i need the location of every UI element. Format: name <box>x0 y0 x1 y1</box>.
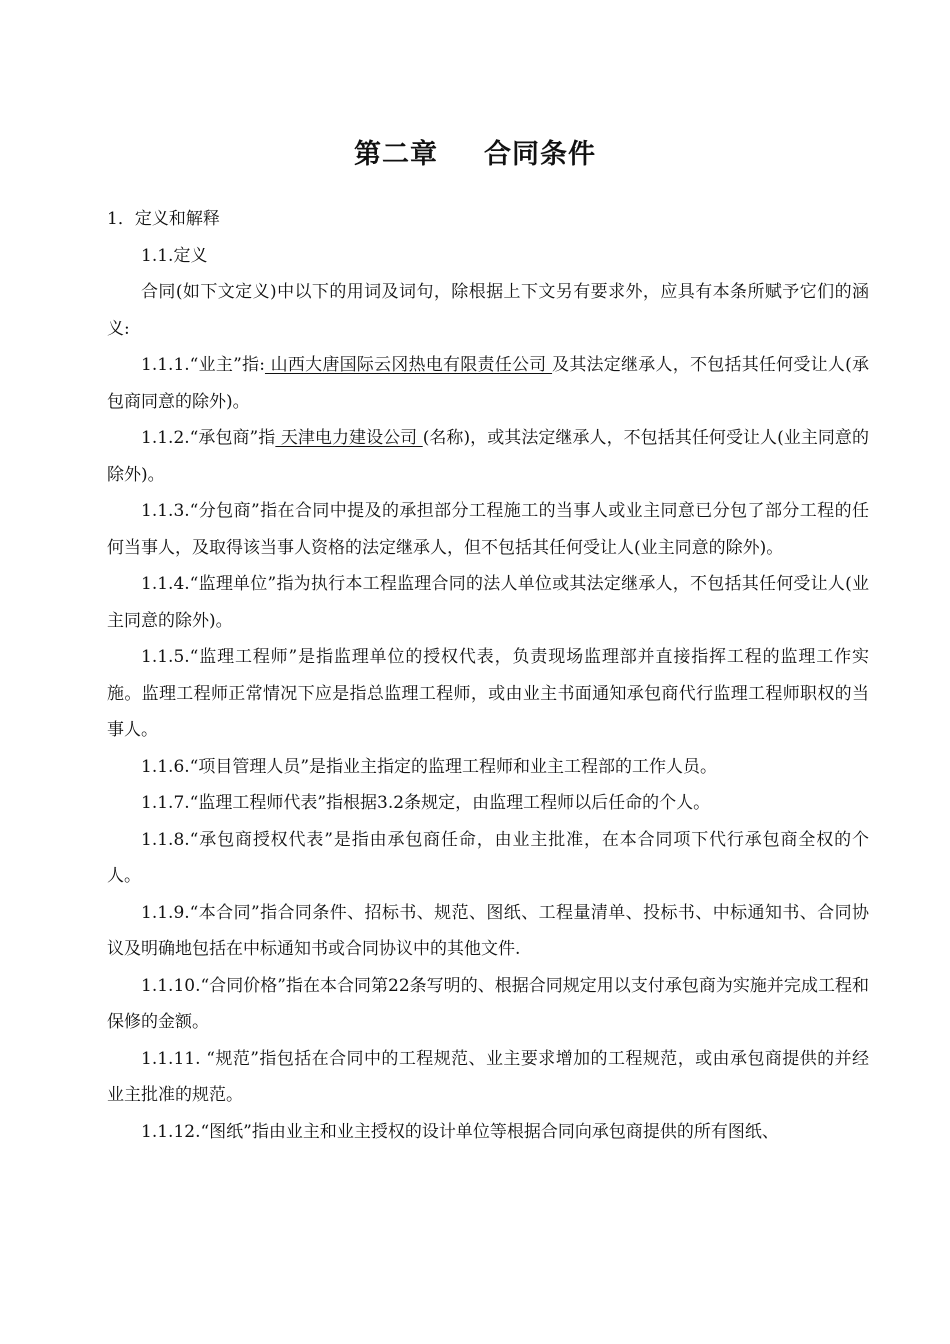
clause-paragraph: 1.1.8.“承包商授权代表”是指由承包商任命，由业主批准，在本合同项下代行承包商全权的个人。 <box>107 829 869 886</box>
clause-paragraph: 1.1.4.“监理单位”指为执行本工程监理合同的法人单位或其法定继承人，不包括其任何受让人(业主同意的除外)。 <box>107 574 869 631</box>
clause-paragraph: 1.1.3.“分包商”指在合同中提及的承担部分工程施工的当事人或业主同意已分包了部分工程的任何当事人，及取得该当事人资格的法定继承人，但不包括其任何受让人(业主同意的除外)。 <box>107 501 869 558</box>
clause-owner-post: 及其法定继承人，不包括其任何受让人(承包商同意的除外)。 <box>107 355 869 412</box>
section-heading: 1．定义和解释 <box>107 209 220 229</box>
chapter-title <box>0 132 950 171</box>
clause-paragraph: 1.1.11. “规范”指包括在合同中的工程规范、业主要求增加的工程规范，或由承包商提供的并经业主批准的规范。 <box>107 1048 869 1105</box>
clause-paragraph: 1.1.10.“合同价格”指在本合同第22条写明的、根据合同规定用以支付承包商为实施并完成工程和保修的金额。 <box>107 975 869 1032</box>
clause-owner <box>107 347 869 420</box>
clause-paragraph: 1.1.6.“项目管理人员”是指业主指定的监理工程师和业主工程部的工作人员。 <box>141 756 718 777</box>
contractor-name: 天津电力建设公司 <box>275 428 423 448</box>
intro-paragraph: 合同(如下文定义)中以下的用词及词句，除根据上下文另有要求外，应具有本条所赋予它们的涵义: <box>107 282 869 339</box>
clause-paragraph: 1.1.7.“监理工程师代表”指根据3.2条规定，由监理工程师以后任命的个人。 <box>141 793 711 813</box>
clause-paragraph: 1.1.5.“监理工程师”是指监理单位的授权代表，负责现场监理部并直接指挥工程的监理工作实施。监理工程师正常情况下应是指总监理工程师，或由业主书面通知承包商代行监理工程师职权的当事人。 <box>107 647 869 740</box>
clause-paragraph: 1.1.12.“图纸”指由业主和业主授权的设计单位等根据合同向承包商提供的所有图纸、 <box>141 1121 779 1142</box>
clause-paragraph: 1.1.9.“本合同”指合同条件、招标书、规范、图纸、工程量清单、投标书、中标通知书、合同协议及明确地包括在中标通知书或合同协议中的其他文件. <box>107 902 869 959</box>
clause-contractor-post: (名称)，或其法定继承人，不包括其任何受让人(业主同意的除外)。 <box>107 428 869 485</box>
clause-owner-pre: 1.1.1.“业主”指: <box>141 355 265 375</box>
clause-contractor-pre: 1.1.2.“承包商”指 <box>141 428 276 448</box>
owner-name: 山西大唐国际云冈热电有限责任公司 <box>264 355 553 375</box>
clause-contractor <box>107 420 869 493</box>
subsection-heading: 1.1.定义 <box>141 245 208 266</box>
chapter-number: 第二章 <box>354 139 438 170</box>
document-body <box>107 201 869 1150</box>
chapter-name: 合同条件 <box>484 139 596 170</box>
